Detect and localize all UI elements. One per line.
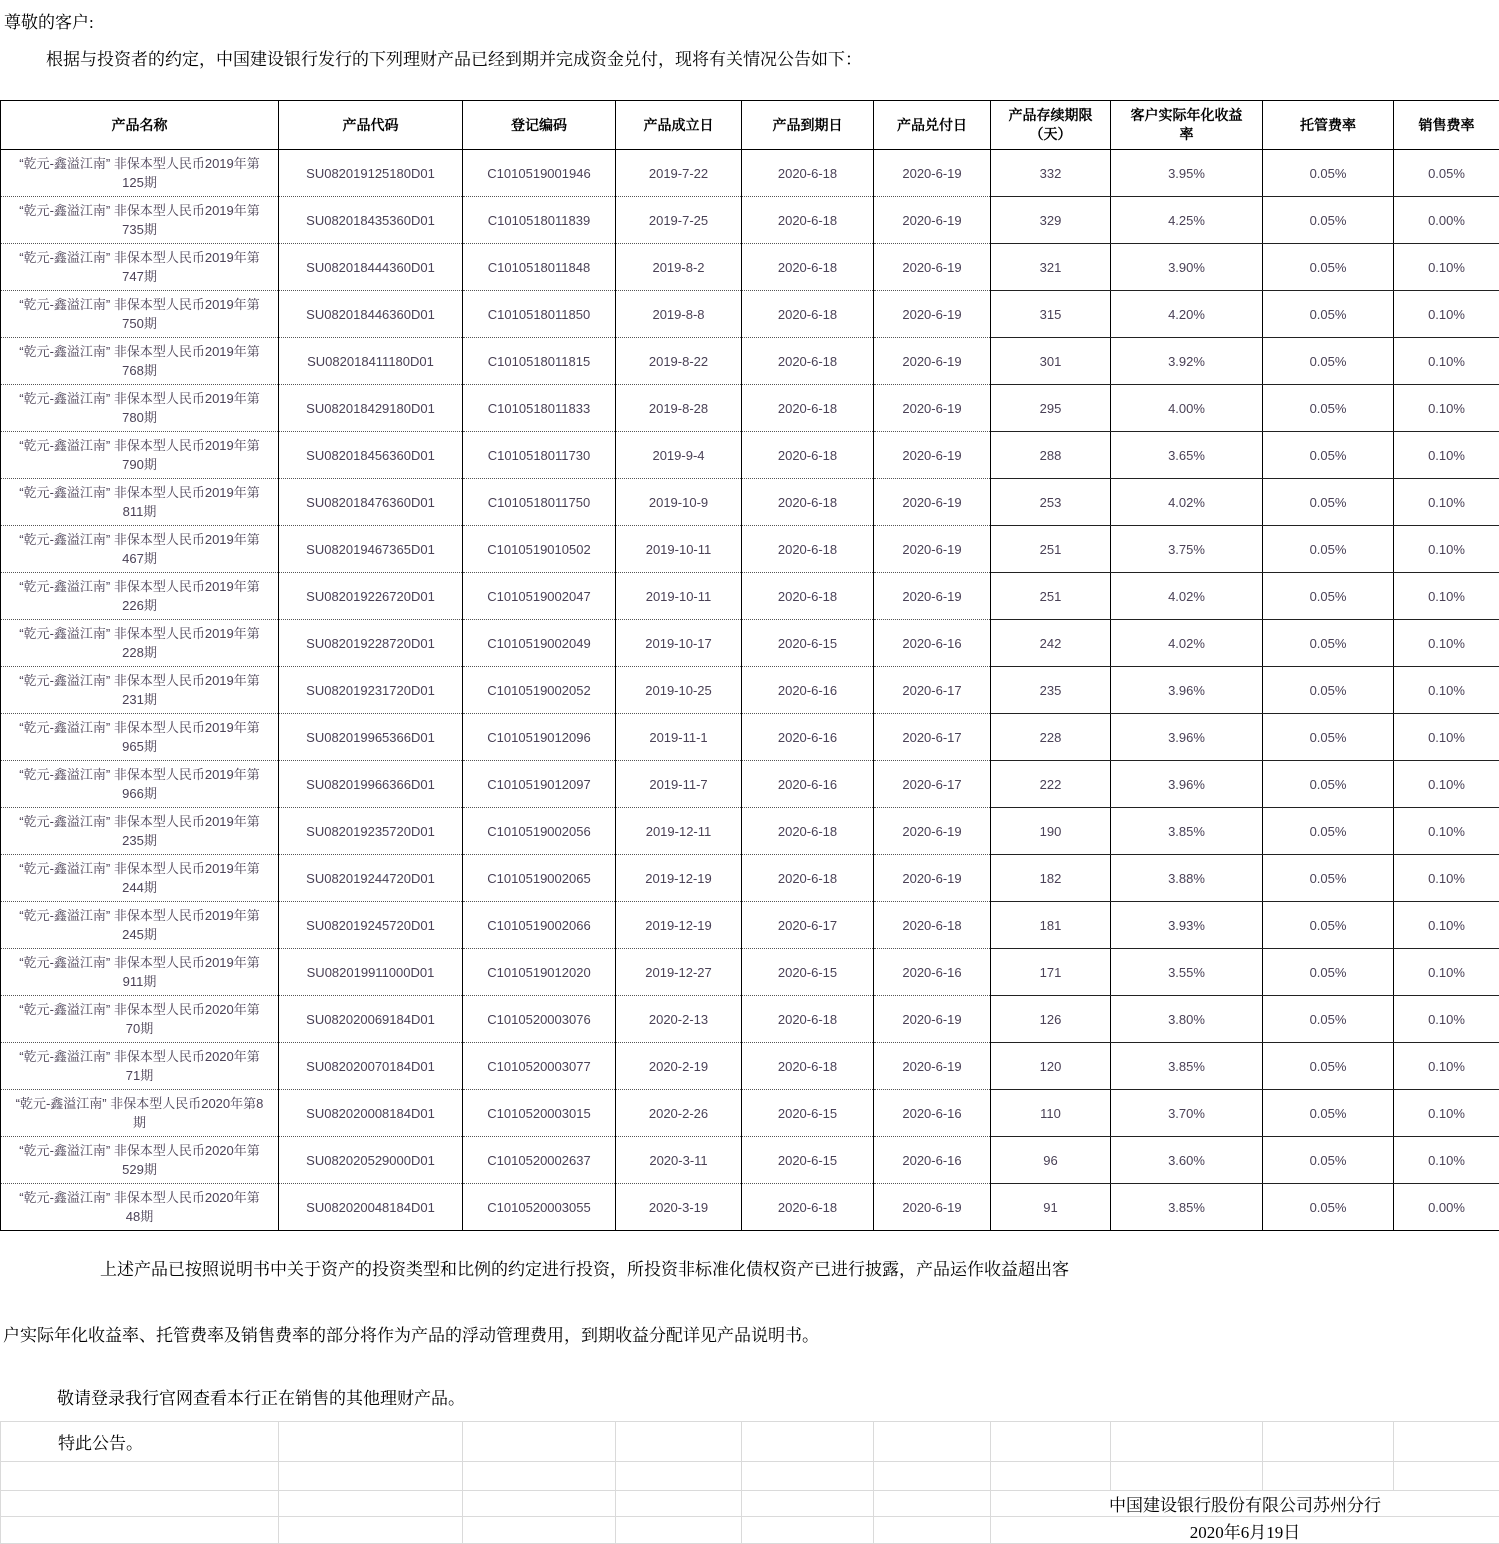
table-row (1, 902, 1499, 949)
product-table (0, 100, 1499, 1231)
cell-sales-fee-rate: 0.10% (1394, 855, 1499, 902)
cell-actual-annualized-return: 3.85% (1111, 1184, 1263, 1231)
cell-sales-fee-rate: 0.10% (1394, 1137, 1499, 1184)
cell-registration-code: C1010520003077 (463, 1043, 616, 1090)
table-row (1, 1090, 1499, 1137)
cell-product-code: SU082019231720D01 (279, 667, 463, 714)
cell-custody-fee-rate: 0.05% (1263, 573, 1394, 620)
cell-product-code: SU082019228720D01 (279, 620, 463, 667)
cell-product-code: SU082020070184D01 (279, 1043, 463, 1090)
cell-duration-days: 182 (991, 855, 1111, 902)
column-header-sales-fee-rate: 销售费率 (1394, 101, 1499, 150)
cell-custody-fee-rate: 0.05% (1263, 1090, 1394, 1137)
cell-establish-date: 2020-2-19 (616, 1043, 742, 1090)
cell-product-code: SU082019125180D01 (279, 150, 463, 197)
cell-custody-fee-rate: 0.05% (1263, 244, 1394, 291)
cell-establish-date: 2019-12-19 (616, 902, 742, 949)
cell-custody-fee-rate: 0.05% (1263, 667, 1394, 714)
cell-establish-date: 2019-10-11 (616, 573, 742, 620)
cell-product-code: SU082019235720D01 (279, 808, 463, 855)
cell-actual-annualized-return: 3.70% (1111, 1090, 1263, 1137)
cell-product-code: SU082019226720D01 (279, 573, 463, 620)
cell-duration-days: 321 (991, 244, 1111, 291)
cell-product-name: “乾元-鑫溢江南” 非保本型人民币2019年第235期 (1, 808, 279, 855)
column-header-actual-annualized-return: 客户实际年化收益率 (1111, 101, 1263, 150)
cell-establish-date: 2019-10-25 (616, 667, 742, 714)
cell-product-code: SU082020048184D01 (279, 1184, 463, 1231)
cell-registration-code: C1010520003055 (463, 1184, 616, 1231)
cell-product-name: “乾元-鑫溢江南” 非保本型人民币2019年第747期 (1, 244, 279, 291)
cell-payment-date: 2020-6-19 (874, 1043, 991, 1090)
bank-signature: 中国建设银行股份有限公司苏州分行 (991, 1491, 1499, 1517)
cell-product-name: “乾元-鑫溢江南” 非保本型人民币2019年第228期 (1, 620, 279, 667)
cell-custody-fee-rate: 0.05% (1263, 150, 1394, 197)
table-row (1, 197, 1499, 244)
cell-registration-code: C1010519012020 (463, 949, 616, 996)
cell-actual-annualized-return: 3.80% (1111, 996, 1263, 1043)
cell-establish-date: 2020-2-13 (616, 996, 742, 1043)
cell-product-code: SU082018476360D01 (279, 479, 463, 526)
cell-payment-date: 2020-6-19 (874, 855, 991, 902)
cell-product-code: SU082018435360D01 (279, 197, 463, 244)
cell-product-name: “乾元-鑫溢江南” 非保本型人民币2019年第790期 (1, 432, 279, 479)
cell-duration-days: 329 (991, 197, 1111, 244)
cell-sales-fee-rate: 0.10% (1394, 1090, 1499, 1137)
cell-establish-date: 2019-8-2 (616, 244, 742, 291)
cell-maturity-date: 2020-6-18 (742, 432, 874, 479)
column-header-registration-code: 登记编码 (463, 101, 616, 150)
cell-establish-date: 2019-12-19 (616, 855, 742, 902)
cell-sales-fee-rate: 0.10% (1394, 385, 1499, 432)
cell-product-code: SU082019245720D01 (279, 902, 463, 949)
cell-maturity-date: 2020-6-15 (742, 620, 874, 667)
cell-maturity-date: 2020-6-18 (742, 996, 874, 1043)
cell-duration-days: 228 (991, 714, 1111, 761)
cell-product-name: “乾元-鑫溢江南” 非保本型人民币2019年第735期 (1, 197, 279, 244)
cell-product-code: SU082020069184D01 (279, 996, 463, 1043)
cell-establish-date: 2020-3-19 (616, 1184, 742, 1231)
cell-product-name: “乾元-鑫溢江南” 非保本型人民币2020年第48期 (1, 1184, 279, 1231)
cell-payment-date: 2020-6-19 (874, 338, 991, 385)
cell-maturity-date: 2020-6-16 (742, 714, 874, 761)
cell-custody-fee-rate: 0.05% (1263, 385, 1394, 432)
cell-product-code: SU082018444360D01 (279, 244, 463, 291)
cell-product-code: SU082018446360D01 (279, 291, 463, 338)
cell-maturity-date: 2020-6-15 (742, 1090, 874, 1137)
cell-payment-date: 2020-6-16 (874, 1137, 991, 1184)
cell-duration-days: 126 (991, 996, 1111, 1043)
cell-payment-date: 2020-6-19 (874, 432, 991, 479)
cell-sales-fee-rate: 0.10% (1394, 949, 1499, 996)
cell-sales-fee-rate: 0.10% (1394, 479, 1499, 526)
table-row (1, 761, 1499, 808)
cell-product-name: “乾元-鑫溢江南” 非保本型人民币2019年第768期 (1, 338, 279, 385)
cell-product-name: “乾元-鑫溢江南” 非保本型人民币2020年第71期 (1, 1043, 279, 1090)
cell-payment-date: 2020-6-18 (874, 902, 991, 949)
product-table-head (1, 101, 1499, 150)
cell-actual-annualized-return: 4.02% (1111, 573, 1263, 620)
cell-duration-days: 301 (991, 338, 1111, 385)
cell-product-name: “乾元-鑫溢江南” 非保本型人民币2020年第8期 (1, 1090, 279, 1137)
cell-duration-days: 235 (991, 667, 1111, 714)
cell-actual-annualized-return: 4.02% (1111, 479, 1263, 526)
table-row (1, 667, 1499, 714)
cell-product-name: “乾元-鑫溢江南” 非保本型人民币2020年第529期 (1, 1137, 279, 1184)
cell-payment-date: 2020-6-19 (874, 808, 991, 855)
cell-maturity-date: 2020-6-18 (742, 385, 874, 432)
cell-actual-annualized-return: 3.55% (1111, 949, 1263, 996)
cell-actual-annualized-return: 3.96% (1111, 714, 1263, 761)
table-row (1, 526, 1499, 573)
cell-registration-code: C1010519002047 (463, 573, 616, 620)
cell-product-name: “乾元-鑫溢江南” 非保本型人民币2019年第467期 (1, 526, 279, 573)
table-row (1, 432, 1499, 479)
footer-paragraph-1: 上述产品已按照说明书中关于资产的投资类型和比例的约定进行投资，所投资非标准化债权资产已进行披露，产品运作收益超出客 (100, 1255, 1499, 1280)
cell-duration-days: 242 (991, 620, 1111, 667)
cell-duration-days: 253 (991, 479, 1111, 526)
grid-row (1, 1422, 1499, 1462)
cell-maturity-date: 2020-6-15 (742, 949, 874, 996)
cell-duration-days: 315 (991, 291, 1111, 338)
cell-establish-date: 2019-9-4 (616, 432, 742, 479)
cell-establish-date: 2019-11-1 (616, 714, 742, 761)
cell-sales-fee-rate: 0.10% (1394, 291, 1499, 338)
cell-actual-annualized-return: 3.85% (1111, 1043, 1263, 1090)
cell-registration-code: C1010518011839 (463, 197, 616, 244)
cell-custody-fee-rate: 0.05% (1263, 714, 1394, 761)
cell-duration-days: 222 (991, 761, 1111, 808)
intro-paragraph: 根据与投资者的约定，中国建设银行发行的下列理财产品已经到期并完成资金兑付，现将有关情况公告如下： (46, 45, 1499, 70)
cell-product-name: “乾元-鑫溢江南” 非保本型人民币2019年第226期 (1, 573, 279, 620)
cell-sales-fee-rate: 0.10% (1394, 1043, 1499, 1090)
cell-custody-fee-rate: 0.05% (1263, 855, 1394, 902)
cell-maturity-date: 2020-6-18 (742, 150, 874, 197)
cell-custody-fee-rate: 0.05% (1263, 949, 1394, 996)
cell-payment-date: 2020-6-19 (874, 150, 991, 197)
cell-duration-days: 295 (991, 385, 1111, 432)
cell-sales-fee-rate: 0.10% (1394, 526, 1499, 573)
cell-actual-annualized-return: 4.25% (1111, 197, 1263, 244)
cell-registration-code: C1010519002065 (463, 855, 616, 902)
cell-actual-annualized-return: 4.00% (1111, 385, 1263, 432)
column-header-product-name: 产品名称 (1, 101, 279, 150)
cell-duration-days: 91 (991, 1184, 1111, 1231)
cell-maturity-date: 2020-6-18 (742, 479, 874, 526)
table-row (1, 573, 1499, 620)
cell-actual-annualized-return: 3.88% (1111, 855, 1263, 902)
cell-sales-fee-rate: 0.10% (1394, 432, 1499, 479)
table-row (1, 385, 1499, 432)
cell-actual-annualized-return: 4.20% (1111, 291, 1263, 338)
cell-product-name: “乾元-鑫溢江南” 非保本型人民币2019年第245期 (1, 902, 279, 949)
cell-product-name: “乾元-鑫溢江南” 非保本型人民币2019年第125期 (1, 150, 279, 197)
table-row (1, 1184, 1499, 1231)
cell-custody-fee-rate: 0.05% (1263, 761, 1394, 808)
cell-maturity-date: 2020-6-18 (742, 244, 874, 291)
cell-registration-code: C1010519002049 (463, 620, 616, 667)
cell-actual-annualized-return: 3.95% (1111, 150, 1263, 197)
cell-maturity-date: 2020-6-16 (742, 667, 874, 714)
cell-duration-days: 190 (991, 808, 1111, 855)
table-row (1, 291, 1499, 338)
cell-sales-fee-rate: 0.10% (1394, 244, 1499, 291)
cell-maturity-date: 2020-6-18 (742, 291, 874, 338)
cell-establish-date: 2019-7-22 (616, 150, 742, 197)
cell-maturity-date: 2020-6-16 (742, 761, 874, 808)
cell-establish-date: 2019-8-28 (616, 385, 742, 432)
cell-maturity-date: 2020-6-18 (742, 1184, 874, 1231)
cell-sales-fee-rate: 0.10% (1394, 761, 1499, 808)
cell-payment-date: 2020-6-19 (874, 197, 991, 244)
table-row (1, 479, 1499, 526)
table-row (1, 1043, 1499, 1090)
cell-payment-date: 2020-6-16 (874, 620, 991, 667)
cell-product-name: “乾元-鑫溢江南” 非保本型人民币2019年第231期 (1, 667, 279, 714)
cell-maturity-date: 2020-6-18 (742, 808, 874, 855)
cell-sales-fee-rate: 0.10% (1394, 808, 1499, 855)
cell-payment-date: 2020-6-17 (874, 714, 991, 761)
table-row (1, 244, 1499, 291)
table-row (1, 1137, 1499, 1184)
cell-custody-fee-rate: 0.05% (1263, 808, 1394, 855)
cell-product-code: SU082020529000D01 (279, 1137, 463, 1184)
cell-product-code: SU082019911000D01 (279, 949, 463, 996)
cell-establish-date: 2020-3-11 (616, 1137, 742, 1184)
cell-product-name: “乾元-鑫溢江南” 非保本型人民币2019年第966期 (1, 761, 279, 808)
cell-custody-fee-rate: 0.05% (1263, 432, 1394, 479)
cell-product-code: SU082018456360D01 (279, 432, 463, 479)
cell-maturity-date: 2020-6-18 (742, 855, 874, 902)
cell-sales-fee-rate: 0.10% (1394, 996, 1499, 1043)
cell-custody-fee-rate: 0.05% (1263, 197, 1394, 244)
cell-establish-date: 2019-10-11 (616, 526, 742, 573)
cell-registration-code: C1010519012096 (463, 714, 616, 761)
cell-maturity-date: 2020-6-18 (742, 573, 874, 620)
table-row (1, 338, 1499, 385)
cell-establish-date: 2019-10-17 (616, 620, 742, 667)
cell-custody-fee-rate: 0.05% (1263, 620, 1394, 667)
cell-establish-date: 2019-11-7 (616, 761, 742, 808)
table-row (1, 808, 1499, 855)
cell-sales-fee-rate: 0.05% (1394, 150, 1499, 197)
column-header-duration-days: 产品存续期限（天） (991, 101, 1111, 150)
cell-registration-code: C1010519002052 (463, 667, 616, 714)
cell-maturity-date: 2020-6-18 (742, 197, 874, 244)
cell-establish-date: 2019-10-9 (616, 479, 742, 526)
spreadsheet-grid (0, 1421, 1499, 1544)
cell-duration-days: 288 (991, 432, 1111, 479)
cell-registration-code: C1010519001946 (463, 150, 616, 197)
cell-product-code: SU082018411180D01 (279, 338, 463, 385)
cell-product-code: SU082020008184D01 (279, 1090, 463, 1137)
cell-maturity-date: 2020-6-18 (742, 526, 874, 573)
cell-establish-date: 2019-12-27 (616, 949, 742, 996)
cell-sales-fee-rate: 0.10% (1394, 338, 1499, 385)
cell-registration-code: C1010518011848 (463, 244, 616, 291)
cell-product-code: SU082019965366D01 (279, 714, 463, 761)
cell-duration-days: 110 (991, 1090, 1111, 1137)
product-table-header-row (1, 101, 1499, 150)
footer-paragraph-2: 户实际年化收益率、托管费率及销售费率的部分将作为产品的浮动管理费用，到期收益分配详见产品说明书。 (3, 1321, 1499, 1346)
cell-payment-date: 2020-6-19 (874, 573, 991, 620)
cell-custody-fee-rate: 0.05% (1263, 479, 1394, 526)
cell-actual-annualized-return: 3.65% (1111, 432, 1263, 479)
cell-establish-date: 2019-8-22 (616, 338, 742, 385)
cell-actual-annualized-return: 3.96% (1111, 667, 1263, 714)
cell-duration-days: 251 (991, 573, 1111, 620)
cell-actual-annualized-return: 4.02% (1111, 620, 1263, 667)
cell-duration-days: 120 (991, 1043, 1111, 1090)
cell-duration-days: 332 (991, 150, 1111, 197)
cell-custody-fee-rate: 0.05% (1263, 1184, 1394, 1231)
cell-product-name: “乾元-鑫溢江南” 非保本型人民币2019年第780期 (1, 385, 279, 432)
cell-duration-days: 251 (991, 526, 1111, 573)
cell-actual-annualized-return: 3.92% (1111, 338, 1263, 385)
cell-payment-date: 2020-6-19 (874, 291, 991, 338)
announcement-date: 2020年6月19日 (991, 1517, 1499, 1544)
cell-registration-code: C1010519002066 (463, 902, 616, 949)
notice-text: 特此公告。 (1, 1422, 279, 1462)
cell-duration-days: 96 (991, 1137, 1111, 1184)
cell-establish-date: 2020-2-26 (616, 1090, 742, 1137)
grid-row (1, 1517, 1499, 1544)
cell-product-code: SU082018429180D01 (279, 385, 463, 432)
cell-actual-annualized-return: 3.60% (1111, 1137, 1263, 1184)
cell-sales-fee-rate: 0.00% (1394, 1184, 1499, 1231)
table-row (1, 150, 1499, 197)
cell-product-name: “乾元-鑫溢江南” 非保本型人民币2020年第70期 (1, 996, 279, 1043)
cell-custody-fee-rate: 0.05% (1263, 1137, 1394, 1184)
cell-product-name: “乾元-鑫溢江南” 非保本型人民币2019年第244期 (1, 855, 279, 902)
cell-custody-fee-rate: 0.05% (1263, 1043, 1394, 1090)
cell-product-code: SU082019966366D01 (279, 761, 463, 808)
cell-actual-annualized-return: 3.96% (1111, 761, 1263, 808)
table-row (1, 855, 1499, 902)
cell-registration-code: C1010520002637 (463, 1137, 616, 1184)
cell-maturity-date: 2020-6-18 (742, 1043, 874, 1090)
column-header-payment-date: 产品兑付日 (874, 101, 991, 150)
cell-duration-days: 171 (991, 949, 1111, 996)
cell-payment-date: 2020-6-19 (874, 479, 991, 526)
cell-actual-annualized-return: 3.93% (1111, 902, 1263, 949)
product-table-body (1, 150, 1499, 1231)
cell-sales-fee-rate: 0.10% (1394, 620, 1499, 667)
cell-sales-fee-rate: 0.10% (1394, 714, 1499, 761)
grid-row (1, 1462, 1499, 1491)
cell-sales-fee-rate: 0.10% (1394, 902, 1499, 949)
cell-sales-fee-rate: 0.00% (1394, 197, 1499, 244)
cell-payment-date: 2020-6-19 (874, 996, 991, 1043)
cell-custody-fee-rate: 0.05% (1263, 526, 1394, 573)
cell-product-name: “乾元-鑫溢江南” 非保本型人民币2019年第911期 (1, 949, 279, 996)
cell-payment-date: 2020-6-17 (874, 761, 991, 808)
cell-registration-code: C1010518011850 (463, 291, 616, 338)
table-row (1, 949, 1499, 996)
cell-registration-code: C1010520003015 (463, 1090, 616, 1137)
cell-registration-code: C1010519010502 (463, 526, 616, 573)
cell-registration-code: C1010520003076 (463, 996, 616, 1043)
cell-custody-fee-rate: 0.05% (1263, 291, 1394, 338)
cell-product-name: “乾元-鑫溢江南” 非保本型人民币2019年第965期 (1, 714, 279, 761)
cell-payment-date: 2020-6-19 (874, 385, 991, 432)
cell-registration-code: C1010518011750 (463, 479, 616, 526)
column-header-establish-date: 产品成立日 (616, 101, 742, 150)
cell-custody-fee-rate: 0.05% (1263, 996, 1394, 1043)
table-row (1, 620, 1499, 667)
cell-actual-annualized-return: 3.90% (1111, 244, 1263, 291)
cell-duration-days: 181 (991, 902, 1111, 949)
cell-payment-date: 2020-6-19 (874, 244, 991, 291)
cell-product-code: SU082019244720D01 (279, 855, 463, 902)
cell-product-name: “乾元-鑫溢江南” 非保本型人民币2019年第750期 (1, 291, 279, 338)
cell-product-name: “乾元-鑫溢江南” 非保本型人民币2019年第811期 (1, 479, 279, 526)
column-header-maturity-date: 产品到期日 (742, 101, 874, 150)
salutation: 尊敬的客户: (0, 0, 1499, 33)
footer-paragraph-3: 敬请登录我行官网查看本行正在销售的其他理财产品。 (57, 1384, 1499, 1409)
cell-registration-code: C1010519002056 (463, 808, 616, 855)
cell-actual-annualized-return: 3.75% (1111, 526, 1263, 573)
cell-payment-date: 2020-6-19 (874, 1184, 991, 1231)
table-row (1, 714, 1499, 761)
cell-sales-fee-rate: 0.10% (1394, 667, 1499, 714)
cell-payment-date: 2020-6-19 (874, 526, 991, 573)
cell-establish-date: 2019-7-25 (616, 197, 742, 244)
cell-payment-date: 2020-6-16 (874, 1090, 991, 1137)
cell-payment-date: 2020-6-16 (874, 949, 991, 996)
cell-payment-date: 2020-6-17 (874, 667, 991, 714)
cell-sales-fee-rate: 0.10% (1394, 573, 1499, 620)
table-row (1, 996, 1499, 1043)
cell-product-code: SU082019467365D01 (279, 526, 463, 573)
cell-maturity-date: 2020-6-17 (742, 902, 874, 949)
cell-custody-fee-rate: 0.05% (1263, 338, 1394, 385)
cell-registration-code: C1010518011730 (463, 432, 616, 479)
cell-establish-date: 2019-12-11 (616, 808, 742, 855)
cell-registration-code: C1010519012097 (463, 761, 616, 808)
cell-registration-code: C1010518011833 (463, 385, 616, 432)
column-header-product-code: 产品代码 (279, 101, 463, 150)
cell-maturity-date: 2020-6-18 (742, 338, 874, 385)
cell-maturity-date: 2020-6-15 (742, 1137, 874, 1184)
grid-row (1, 1491, 1499, 1517)
cell-custody-fee-rate: 0.05% (1263, 902, 1394, 949)
column-header-custody-fee-rate: 托管费率 (1263, 101, 1394, 150)
cell-establish-date: 2019-8-8 (616, 291, 742, 338)
cell-actual-annualized-return: 3.85% (1111, 808, 1263, 855)
cell-registration-code: C1010518011815 (463, 338, 616, 385)
